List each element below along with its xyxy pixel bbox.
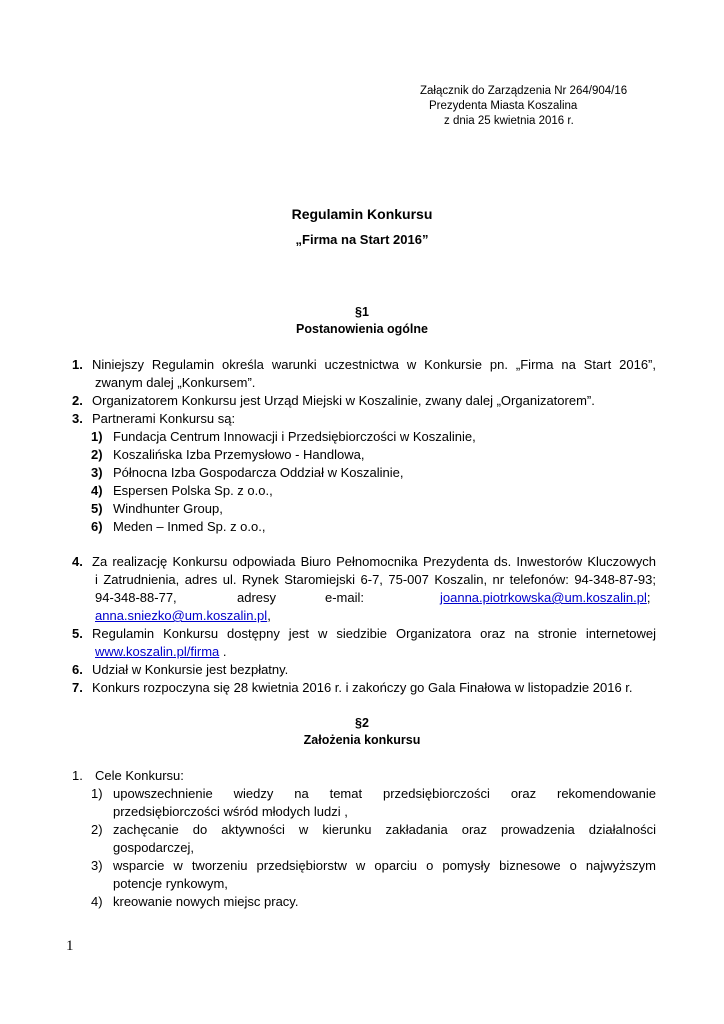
- document-subtitle: „Firma na Start 2016”: [295, 232, 429, 247]
- sublist-number: 1): [91, 429, 103, 444]
- sublist-number: 1): [91, 786, 103, 801]
- email-row: anna.sniezko@um.koszalin.pl,: [95, 608, 271, 623]
- list-item-4-phone: 94-348-88-77,: [95, 590, 177, 605]
- list-item-5-line-1: Regulamin Konkursu dostępny jest w siedzibie Organizatora oraz na stronie internetowej: [92, 626, 656, 641]
- sublist-number: 3): [91, 858, 103, 873]
- sublist-number: 5): [91, 501, 103, 516]
- list-item-1-line-1: Niniejszy Regulamin określa warunki uczestnictwa w Konkursie pn. „Firma na Start 2016”,: [92, 357, 656, 372]
- list-number: 1.: [72, 357, 83, 372]
- document-title: Regulamin Konkursu: [291, 206, 433, 222]
- section-1-number: §1: [355, 305, 369, 319]
- goals-intro: Cele Konkursu:: [95, 768, 184, 783]
- section-2-number: §2: [355, 716, 369, 730]
- list-item-1-line-2: zwanym dalej „Konkursem”.: [95, 375, 256, 390]
- goal-item-3-line-1: wsparcie w tworzeniu przedsiębiorstw w oparciu o pomysły biznesowe o najwyższym: [113, 858, 656, 873]
- page-number: 1: [66, 938, 74, 954]
- partner-item: Fundacja Centrum Innowacji i Przedsiębiorczości w Koszalinie,: [113, 429, 476, 444]
- email-row: joanna.piotrkowska@um.koszalin.pl;: [440, 590, 651, 605]
- list-item-2: Organizatorem Konkursu jest Urząd Miejski w Koszalinie, zwany dalej „Organizatorem”.: [92, 393, 595, 408]
- goal-item-4: kreowanie nowych miejsc pracy.: [113, 894, 299, 909]
- section-2-heading: Założenia konkursu: [303, 733, 421, 747]
- sublist-number: 4): [91, 483, 103, 498]
- partner-item: Windhunter Group,: [113, 501, 223, 516]
- list-item-4-line-2: i Zatrudnienia, adres ul. Rynek Staromiejski 6-7, 75-007 Koszalin, nr telefonów: 94-348-87-93;: [95, 572, 656, 587]
- partner-item: Espersen Polska Sp. z o.o.,: [113, 483, 273, 498]
- list-number: 4.: [72, 554, 83, 569]
- sublist-number: 6): [91, 519, 103, 534]
- header-line-1: Załącznik do Zarządzenia Nr 264/904/16: [420, 85, 628, 97]
- list-item-6: Udział w Konkursie jest bezpłatny.: [92, 662, 289, 677]
- partner-item: Koszalińska Izba Przemysłowo - Handlowa,: [113, 447, 365, 462]
- list-item-3: Partnerami Konkursu są:: [92, 411, 236, 426]
- document-header: [420, 84, 627, 129]
- website-row: www.koszalin.pl/firma .: [95, 644, 227, 659]
- goal-item-2-line-1: zachęcanie do aktywności w kierunku zakładania oraz prowadzenia działalności: [113, 822, 656, 837]
- section-1-heading: Postanowienia ogólne: [296, 322, 428, 336]
- list-number: 5.: [72, 626, 83, 641]
- email-link-2[interactable]: anna.sniezko@um.koszalin.pl: [95, 608, 268, 623]
- goal-item-2-line-2: gospodarczej,: [113, 840, 194, 855]
- goal-item-1-line-1: upowszechnienie wiedzy na temat przedsiębiorczości oraz rekomendowanie: [113, 786, 656, 801]
- email-link-1[interactable]: joanna.piotrkowska@um.koszalin.pl: [440, 590, 647, 605]
- sublist-number: 2): [91, 822, 103, 837]
- goal-item-1-line-2: przedsiębiorczości wśród młodych ludzi ,: [113, 804, 348, 819]
- list-item-4-line-1: Za realizację Konkursu odpowiada Biuro Pełnomocnika Prezydenta ds. Inwestorów Kluczowych: [92, 554, 656, 569]
- list-number: 7.: [72, 680, 83, 695]
- sublist-number: 4): [91, 894, 103, 909]
- list-item-7: Konkurs rozpoczyna się 28 kwietnia 2016 r. i zakończy go Gala Finałowa w listopadzie 2016 r.: [92, 680, 633, 695]
- partner-item: Meden – Inmed Sp. z o.o.,: [113, 519, 266, 534]
- header-line-3: z dnia 25 kwietnia 2016 r.: [444, 115, 574, 127]
- list-item-4-label-email: e-mail:: [325, 590, 365, 605]
- header-line-2: Prezydenta Miasta Koszalina: [429, 100, 578, 112]
- sublist-number: 3): [91, 465, 103, 480]
- list-number: 1.: [72, 768, 83, 783]
- list-number: 3.: [72, 411, 83, 426]
- list-number: 2.: [72, 393, 83, 408]
- list-number: 6.: [72, 662, 83, 677]
- list-item-4-label-addresses: adresy: [237, 590, 277, 605]
- sublist-number: 2): [91, 447, 103, 462]
- goal-item-3-line-2: potencje rynkowym,: [113, 876, 228, 891]
- partner-item: Północna Izba Gospodarcza Oddział w Koszalinie,: [113, 465, 404, 480]
- website-link[interactable]: www.koszalin.pl/firma: [95, 644, 220, 659]
